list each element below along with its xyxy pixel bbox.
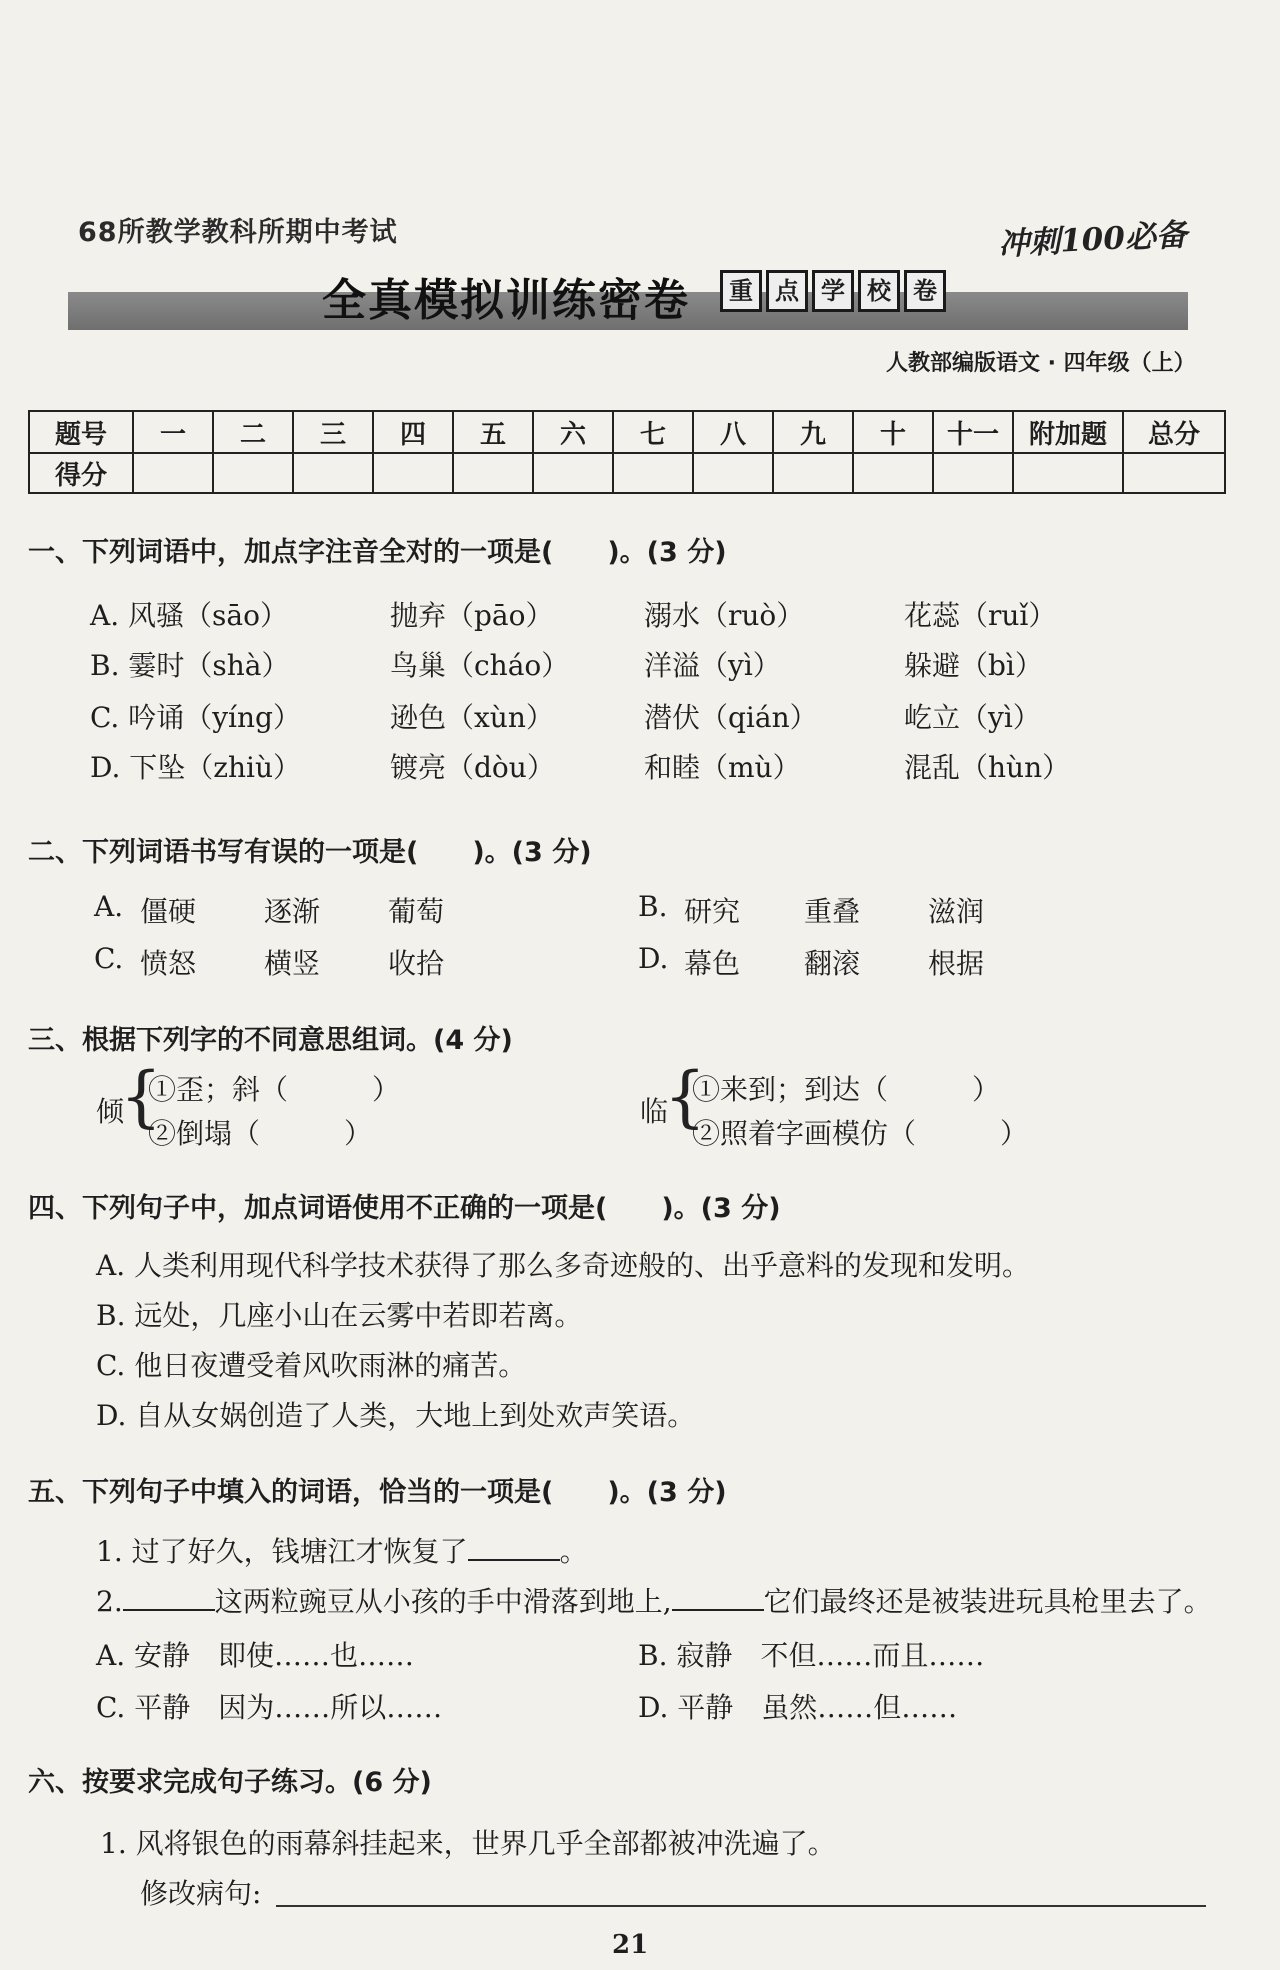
q2-word: 逐渐 [264, 895, 321, 928]
page-number: 21 [612, 1930, 649, 1960]
brace-icon: { [664, 1058, 706, 1135]
q1-option: 混乱（hùn） [904, 751, 1071, 784]
q5-option: C. 平静 因为……所以…… [96, 1691, 443, 1724]
q5-s2-end: 它们最终还是被装进玩具枪里去了。 [763, 1585, 1212, 1618]
table-cell: 七 [613, 411, 693, 453]
table-cell: 一 [133, 411, 213, 453]
main-title: 全真模拟训练密卷 [322, 275, 690, 326]
q1-option: 溺水（ruò） [644, 599, 805, 632]
q1-option: 逊色（xùn） [390, 701, 554, 734]
score-cell[interactable] [933, 453, 1013, 493]
q1-option: 潜伏（qián） [644, 701, 818, 734]
q2-word: 愤怒 [140, 947, 197, 980]
q5-title: 五、下列句子中填入的词语，恰当的一项是( )。(3 分) [28, 1477, 727, 1508]
stamp-char: 点 [766, 270, 808, 312]
table-cell: 二 [213, 411, 293, 453]
score-cell[interactable] [373, 453, 453, 493]
edition-label: 人教部编版语文 · 四年级（上） [886, 351, 1196, 376]
q2-option-label: A. [94, 890, 124, 923]
q2-word: 收拾 [388, 947, 445, 980]
q2-word: 重叠 [804, 895, 861, 928]
q6-title: 六、按要求完成句子练习。(6 分) [28, 1767, 432, 1798]
q3-item: ②倒塌（ ） [148, 1117, 373, 1150]
q1-option: 躲避（bì） [904, 649, 1043, 682]
q2-word: 根据 [928, 947, 985, 980]
slogan: 冲刺100必备 [997, 217, 1188, 263]
brace-icon: { [120, 1058, 162, 1135]
score-cell[interactable] [293, 453, 373, 493]
q2-word: 幕色 [684, 947, 741, 980]
q2-word: 翻滚 [804, 947, 861, 980]
score-cell[interactable] [213, 453, 293, 493]
q2-word: 滋润 [928, 895, 985, 928]
score-cell[interactable] [613, 453, 693, 493]
q2-title: 二、下列词语书写有误的一项是( )。(3 分) [28, 837, 592, 868]
table-cell: 总分 [1123, 411, 1225, 453]
q1-title: 一、下列词语中，加点字注音全对的一项是( )。(3 分) [28, 537, 727, 568]
q1-option: 洋溢（yì） [644, 649, 781, 682]
score-cell[interactable] [533, 453, 613, 493]
table-cell: 十 [853, 411, 933, 453]
table-cell: 六 [533, 411, 613, 453]
table-cell: 题号 [29, 411, 133, 453]
q5-s1-end: 。 [559, 1535, 588, 1568]
q2-option-label: B. [638, 890, 668, 923]
answer-blank[interactable] [468, 1535, 560, 1561]
answer-line[interactable] [276, 1905, 1206, 1907]
score-table [28, 410, 1226, 494]
score-table-score-row [29, 453, 1225, 493]
score-cell[interactable] [773, 453, 853, 493]
score-cell[interactable] [1013, 453, 1123, 493]
q5-s2-mid: 这两粒豌豆从小孩的手中滑落到地上, [214, 1585, 672, 1618]
stamp-char: 重 [720, 270, 762, 312]
score-cell[interactable] [1123, 453, 1225, 493]
table-cell: 八 [693, 411, 773, 453]
table-cell: 五 [453, 411, 533, 453]
q1-option: 和睦（mù） [644, 751, 801, 784]
q5-sentence-2 [96, 1580, 1212, 1620]
score-cell[interactable] [453, 453, 533, 493]
q5-option: B. 寂静 不但……而且…… [638, 1639, 985, 1672]
table-cell: 得分 [29, 453, 133, 493]
q4-option: C. 他日夜遭受着风吹雨淋的痛苦。 [96, 1349, 527, 1382]
q3-char: 临 [640, 1095, 669, 1128]
q4-option: B. 远处，几座小山在云雾中若即若离。 [96, 1299, 583, 1332]
q2-word: 葡萄 [388, 895, 445, 928]
answer-blank[interactable] [672, 1585, 764, 1611]
q5-option: A. 安静 即使……也…… [96, 1639, 415, 1672]
q6-sentence: 1. 风将银色的雨幕斜挂起来，世界几乎全部都被冲洗遍了。 [100, 1827, 836, 1860]
score-cell[interactable] [133, 453, 213, 493]
score-cell[interactable] [853, 453, 933, 493]
q3-item: ①歪；斜（ ） [148, 1073, 401, 1106]
q1-option: B. 霎时（shà） [90, 649, 290, 682]
table-cell: 九 [773, 411, 853, 453]
stamp-char: 校 [858, 270, 900, 312]
q1-option: C. 吟诵（yíng） [90, 701, 301, 734]
table-cell: 三 [293, 411, 373, 453]
stamp-char: 卷 [904, 270, 946, 312]
table-cell: 十一 [933, 411, 1013, 453]
q1-option: A. 风骚（sāo） [90, 599, 288, 632]
q5-s1-text: 1. 过了好久，钱塘江才恢复了 [96, 1535, 468, 1568]
q5-option: D. 平静 虽然……但…… [638, 1691, 958, 1724]
q5-sentence-1 [96, 1530, 588, 1570]
score-cell[interactable] [693, 453, 773, 493]
q3-char: 倾 [96, 1095, 125, 1128]
q1-option: 花蕊（ruǐ） [904, 599, 1057, 632]
q2-word: 僵硬 [140, 895, 197, 928]
q1-option: D. 下坠（zhiù） [90, 751, 302, 784]
q1-option: 镀亮（dòu） [390, 751, 555, 784]
table-cell: 附加题 [1013, 411, 1123, 453]
q1-option: 屹立（yì） [904, 701, 1041, 734]
q6-fix-label: 修改病句: [140, 1877, 262, 1910]
q4-title: 四、下列句子中，加点词语使用不正确的一项是( )。(3 分) [28, 1193, 781, 1224]
q3-item: ②照着字画模仿（ ） [692, 1117, 1029, 1150]
stamp-char: 学 [812, 270, 854, 312]
q2-word: 横竖 [264, 947, 321, 980]
q3-item: ①来到；到达（ ） [692, 1073, 1001, 1106]
score-table-header-row [29, 411, 1225, 453]
q2-option-label: C. [94, 942, 124, 975]
q2-word: 研究 [684, 895, 741, 928]
series-title: 68所教学教科所期中考试 [78, 217, 398, 248]
q4-option: D. 自从女娲创造了人类，大地上到处欢声笑语。 [96, 1399, 696, 1432]
q1-option: 鸟巢（cháo） [390, 649, 570, 682]
table-cell: 四 [373, 411, 453, 453]
q3-title: 三、根据下列字的不同意思组词。(4 分) [28, 1025, 513, 1056]
q1-option: 抛弃（pāo） [390, 599, 554, 632]
stamp-row [720, 270, 946, 312]
answer-blank[interactable] [123, 1585, 215, 1611]
q2-option-label: D. [638, 942, 669, 975]
q5-s2-num: 2. [96, 1585, 123, 1618]
q4-option: A. 人类利用现代科学技术获得了那么多奇迹般的、出乎意料的发现和发明。 [96, 1249, 1031, 1282]
